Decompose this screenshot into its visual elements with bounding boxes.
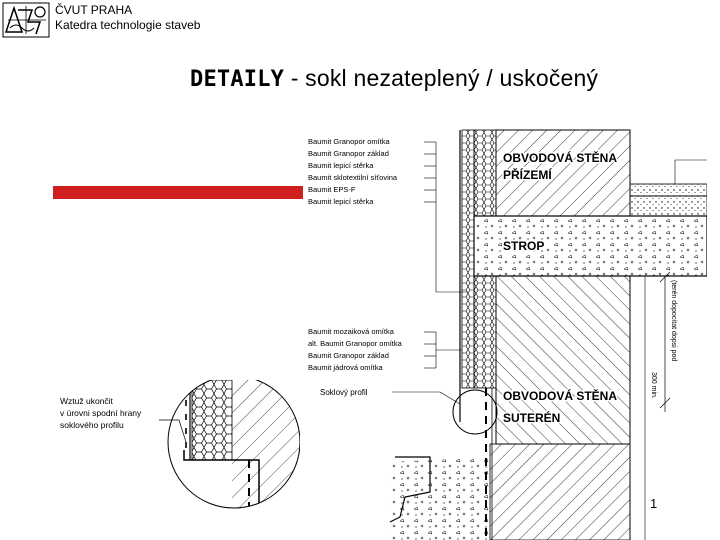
wall-upper-label-2: PŘÍZEMÍ (503, 168, 552, 182)
dimension-note: (terén dopocítat dopsi pod (670, 280, 677, 362)
wall-lower-label: OBVODOVÁ STĚNA (503, 389, 618, 403)
wall-upper-label: OBVODOVÁ STĚNA (503, 151, 618, 165)
university-logo (2, 2, 50, 38)
slide-title-bold: DETAILY (190, 67, 285, 92)
accent-bar (53, 186, 303, 199)
department-name: Katedra technologie staveb (55, 18, 201, 32)
layer-label: Baumit Granopor základ (308, 149, 389, 158)
sokl-profile-label: Soklový profil (320, 388, 368, 397)
layer-label: Baumit sklotextilní síťovina (308, 173, 398, 182)
institution-name: ČVUT PRAHA (55, 3, 133, 17)
ceiling-label: STROP (503, 239, 545, 253)
inset-note-3: soklového profilu (60, 420, 124, 430)
detail-drawing (300, 122, 707, 540)
dimension-label: 300 min. (650, 372, 657, 399)
layer-label: Baumit EPS-F (308, 185, 356, 194)
layer-label: Baumit lepicí stěrka (308, 161, 374, 170)
inset-note-1: Wztuž ukončit (60, 396, 113, 406)
layer-label: Baumit Granopor omítka (308, 137, 390, 146)
inset-note-2: v úrovni spodní hrany (60, 408, 142, 418)
layer-label: Baumit lepicí stěrka (308, 197, 374, 206)
page-number: 1 (650, 496, 658, 511)
slide-title (190, 64, 598, 94)
layer-label: Baumit Granopor základ (308, 351, 389, 360)
inset-detail (44, 380, 300, 540)
wall-lower-label-2: SUTERÉN (503, 411, 561, 425)
layer-label: Baumit jádrová omítka (308, 363, 383, 372)
slide-title-rest: - sokl nezateplený / uskočený (284, 65, 599, 91)
layer-label: Baumit mozaiková omítka (308, 327, 394, 336)
layer-label: alt. Baumit Granopor omítka (308, 339, 402, 348)
